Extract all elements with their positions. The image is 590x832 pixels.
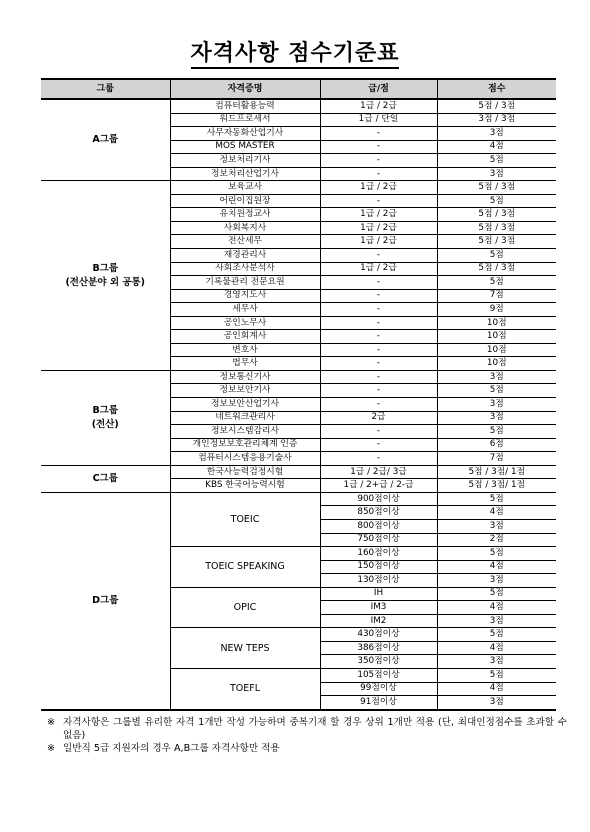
certificate-name: 사회복지사 [170, 221, 320, 235]
certificate-name: KBS 한국어능력시험 [170, 479, 320, 493]
level: 1급 / 2급 [320, 262, 437, 276]
score: 4점 [437, 682, 556, 696]
header-group: 그룹 [41, 79, 170, 99]
score: 3점 [437, 519, 556, 533]
level: 1급 / 2급/ 3급 [320, 465, 437, 479]
level: 160점이상 [320, 547, 437, 561]
certificate-name: 재경관리사 [170, 249, 320, 263]
score: 3점 [437, 127, 556, 141]
score: 3점 [437, 398, 556, 412]
level: 130점이상 [320, 574, 437, 588]
note [47, 742, 567, 755]
certificate-name: 전산세무 [170, 235, 320, 249]
score: 5점 [437, 587, 556, 601]
certificate-name: 사회조사분석사 [170, 262, 320, 276]
score: 5점 / 3점 [437, 208, 556, 222]
score-table-body [41, 99, 556, 710]
score: 4점 [437, 506, 556, 520]
table-row [41, 370, 556, 384]
certificate-name: 정보보안기사 [170, 384, 320, 398]
test-name: TOEIC SPEAKING [170, 547, 320, 588]
score: 5점 / 3점/ 1점 [437, 465, 556, 479]
level: - [320, 140, 437, 154]
level: 900점이상 [320, 492, 437, 506]
score: 4점 [437, 601, 556, 615]
level: - [320, 167, 437, 181]
certificate-name: 법무사 [170, 357, 320, 371]
level: 105점이상 [320, 668, 437, 682]
score: 5점 [437, 384, 556, 398]
score: 7점 [437, 452, 556, 466]
score: 2점 [437, 533, 556, 547]
table-row [41, 99, 556, 113]
certificate-name: MOS MASTER [170, 140, 320, 154]
score: 4점 [437, 140, 556, 154]
score: 7점 [437, 289, 556, 303]
group-name [41, 99, 170, 181]
level: - [320, 438, 437, 452]
level: - [320, 154, 437, 168]
level: 750점이상 [320, 533, 437, 547]
header-score: 점수 [437, 79, 556, 99]
level: - [320, 330, 437, 344]
score: 5점 / 3점 [437, 262, 556, 276]
certificate-name: 공인노무사 [170, 316, 320, 330]
score: 3점 [437, 411, 556, 425]
table-row [41, 492, 556, 506]
score: 3점 / 3점 [437, 113, 556, 127]
score: 10점 [437, 343, 556, 357]
certificate-name: 기록물관리 전문요원 [170, 276, 320, 290]
level: 1급 / 2+급 / 2-급 [320, 479, 437, 493]
score: 4점 [437, 641, 556, 655]
score: 9점 [437, 303, 556, 317]
level: - [320, 316, 437, 330]
level: 1급 / 단일 [320, 113, 437, 127]
level: - [320, 194, 437, 208]
score: 3점 [437, 370, 556, 384]
level: IM2 [320, 614, 437, 628]
score: 5점 / 3점 [437, 181, 556, 195]
score: 3점 [437, 655, 556, 669]
level: 91점이상 [320, 696, 437, 710]
certificate-name: 공인회계사 [170, 330, 320, 344]
group-name [41, 492, 170, 709]
certificate-name: 컴퓨터시스템응용기술사 [170, 452, 320, 466]
score: 5점 [437, 492, 556, 506]
test-name: OPIC [170, 587, 320, 628]
notes [47, 716, 567, 755]
level: - [320, 384, 437, 398]
score-table [41, 78, 556, 711]
group-name-line: D그룹 [92, 594, 119, 606]
header-row [41, 79, 556, 99]
score: 3점 [437, 167, 556, 181]
score: 5점 [437, 249, 556, 263]
certificate-name: 정보통신기사 [170, 370, 320, 384]
level: 386점이상 [320, 641, 437, 655]
certificate-name: 정보처리기사 [170, 154, 320, 168]
note-text: 자격사항은 그룹별 유리한 자격 1개만 작성 가능하며 중복기재 할 경우 상위 1개만 적용 (단, 최대인정점수를 초과할 수 없음) [63, 717, 567, 741]
score: 5점 / 3점 [437, 235, 556, 249]
level: 850점이상 [320, 506, 437, 520]
level: - [320, 425, 437, 439]
score: 5점 / 3점/ 1점 [437, 479, 556, 493]
group-name-line: A그룹 [92, 134, 119, 146]
certificate-name: 한국사능력검정시험 [170, 465, 320, 479]
score: 6점 [437, 438, 556, 452]
certificate-name: 보육교사 [170, 181, 320, 195]
level: IH [320, 587, 437, 601]
test-name: TOEIC [170, 492, 320, 546]
certificate-name: 개인정보보호관리체계 인증 [170, 438, 320, 452]
level: - [320, 249, 437, 263]
level: 99점이상 [320, 682, 437, 696]
score: 5점 [437, 547, 556, 561]
group-name-line: (전산분야 외 공통) [65, 276, 146, 288]
certificate-name: 세무사 [170, 303, 320, 317]
level: IM3 [320, 601, 437, 615]
level: - [320, 370, 437, 384]
score: 5점 [437, 154, 556, 168]
level: - [320, 343, 437, 357]
page-title [0, 36, 590, 67]
note-mark-icon: ※ [47, 743, 56, 754]
level: 1급 / 2급 [320, 235, 437, 249]
score: 5점 [437, 628, 556, 642]
group-name [41, 181, 170, 371]
certificate-name: 워드프로세서 [170, 113, 320, 127]
level: 430점이상 [320, 628, 437, 642]
level: 150점이상 [320, 560, 437, 574]
group-name [41, 370, 170, 465]
group-name-line: B그룹 [92, 404, 119, 416]
level: - [320, 398, 437, 412]
score: 5점 / 3점 [437, 99, 556, 113]
level: - [320, 127, 437, 141]
level: - [320, 357, 437, 371]
level: - [320, 289, 437, 303]
note-text: 일반직 5급 지원자의 경우 A,B그룹 자격사항만 적용 [63, 743, 280, 754]
level: 1급 / 2급 [320, 181, 437, 195]
score: 3점 [437, 614, 556, 628]
level: 1급 / 2급 [320, 99, 437, 113]
test-name: NEW TEPS [170, 628, 320, 669]
note-mark-icon: ※ [47, 717, 56, 728]
group-name-line: B그룹 [92, 262, 119, 274]
page-title-text: 자격사항 점수기준표 [191, 41, 400, 69]
score: 10점 [437, 316, 556, 330]
certificate-name: 어린이집원장 [170, 194, 320, 208]
test-name: TOEFL [170, 668, 320, 709]
level: 800점이상 [320, 519, 437, 533]
certificate-name: 사무자동화산업기사 [170, 127, 320, 141]
table-row [41, 465, 556, 479]
level: 1급 / 2급 [320, 208, 437, 222]
score: 5점 [437, 668, 556, 682]
table-row [41, 181, 556, 195]
score: 5점 [437, 425, 556, 439]
level: 2급 [320, 411, 437, 425]
certificate-name: 변호사 [170, 343, 320, 357]
certificate-name: 정보처리산업기사 [170, 167, 320, 181]
score: 3점 [437, 696, 556, 710]
level: - [320, 452, 437, 466]
level: - [320, 276, 437, 290]
score: 4점 [437, 560, 556, 574]
level: - [320, 303, 437, 317]
header-certificate: 자격증명 [170, 79, 320, 99]
header-level: 급/점 [320, 79, 437, 99]
certificate-name: 네트워크관리사 [170, 411, 320, 425]
group-name-line: (전산) [91, 418, 119, 430]
certificate-name: 컴퓨터활용능력 [170, 99, 320, 113]
group-name [41, 465, 170, 492]
certificate-name: 유치원정교사 [170, 208, 320, 222]
group-name-line: C그룹 [92, 472, 118, 484]
level: 350점이상 [320, 655, 437, 669]
score: 5점 / 3점 [437, 221, 556, 235]
score: 5점 [437, 276, 556, 290]
certificate-name: 경영지도사 [170, 289, 320, 303]
note [47, 716, 567, 742]
score: 5점 [437, 194, 556, 208]
certificate-name: 정보보안산업기사 [170, 398, 320, 412]
level: 1급 / 2급 [320, 221, 437, 235]
score: 3점 [437, 574, 556, 588]
score: 10점 [437, 330, 556, 344]
certificate-name: 정보시스템감리사 [170, 425, 320, 439]
score: 10점 [437, 357, 556, 371]
